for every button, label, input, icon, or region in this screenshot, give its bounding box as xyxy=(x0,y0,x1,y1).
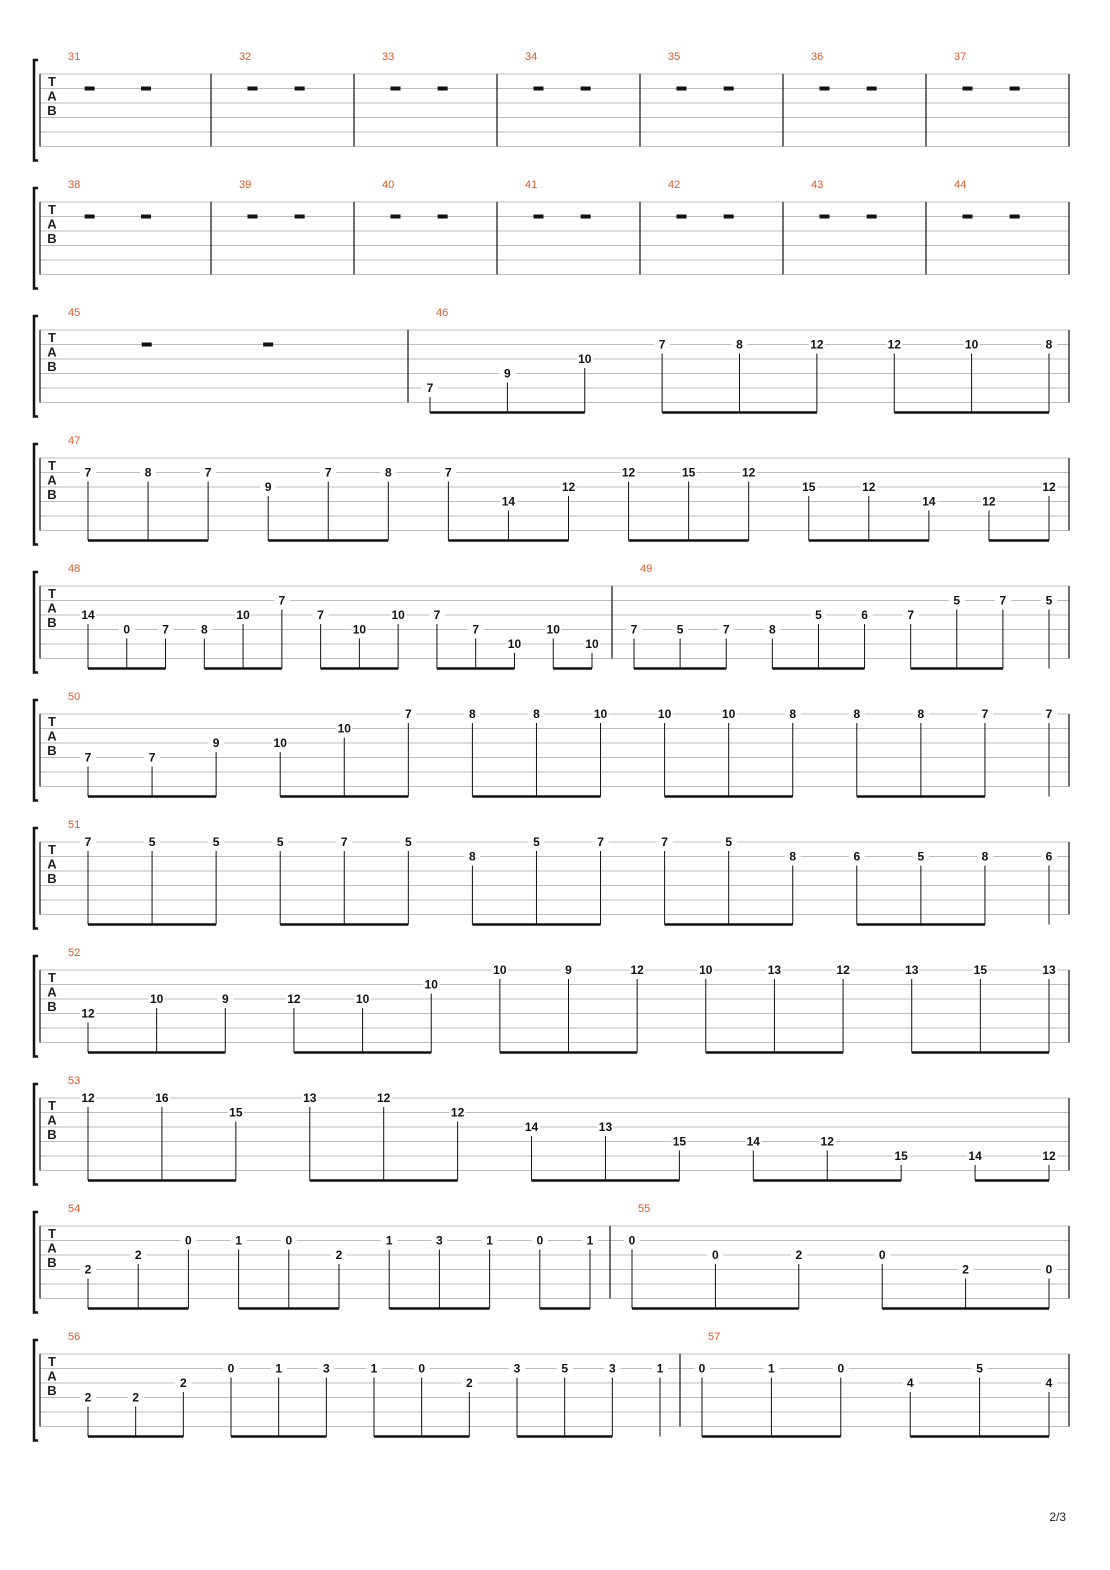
measure xyxy=(668,179,734,219)
fret-number: 10 xyxy=(964,337,979,352)
measure-number: 39 xyxy=(239,179,252,191)
fret-number: 5 xyxy=(1045,593,1053,608)
measure xyxy=(811,179,877,219)
fret-number: 0 xyxy=(712,1248,719,1262)
rest-mark xyxy=(867,215,877,219)
tab-clef-letter: T xyxy=(48,1098,56,1113)
rest-mark xyxy=(962,215,972,219)
staff-system xyxy=(34,1075,1069,1185)
measure xyxy=(68,51,151,91)
fret-number: 0 xyxy=(123,622,131,637)
fret-number: 5 xyxy=(212,835,220,849)
fret-number: 12 xyxy=(836,963,850,977)
fret-number: 8 xyxy=(384,465,392,480)
fret-number: 12 xyxy=(810,337,824,352)
tab-clef-letter: B xyxy=(47,999,57,1014)
fret-number: 0 xyxy=(285,1233,293,1248)
rest-mark xyxy=(247,215,257,219)
measure-number: 55 xyxy=(638,1203,651,1215)
rest-mark xyxy=(141,87,151,91)
staff-system xyxy=(34,691,1069,801)
fret-number: 1 xyxy=(275,1361,283,1376)
fret-number: 7 xyxy=(84,835,92,849)
measure-number: 44 xyxy=(954,179,967,191)
measure-number: 32 xyxy=(239,51,252,63)
measure xyxy=(68,819,1057,925)
fret-number: 7 xyxy=(658,337,666,352)
measure xyxy=(422,307,1057,413)
measure-number: 47 xyxy=(68,435,81,447)
rest-mark xyxy=(142,343,152,347)
rest-mark xyxy=(1010,215,1020,219)
fret-number: 0 xyxy=(418,1361,426,1376)
fret-number: 5 xyxy=(148,835,156,849)
fret-number: 8 xyxy=(853,707,861,721)
fret-number: 10 xyxy=(355,992,370,1006)
system-bracket xyxy=(34,60,38,161)
fret-number: 6 xyxy=(861,608,868,622)
fret-number: 12 xyxy=(1042,1149,1056,1163)
fret-number: 7 xyxy=(404,707,412,721)
measure-number: 38 xyxy=(68,179,81,191)
rest-mark xyxy=(819,215,829,219)
rest-mark xyxy=(438,87,448,91)
tab-clef-letter: T xyxy=(48,458,56,473)
tab-clef-letter: A xyxy=(47,856,57,872)
measure xyxy=(68,435,1057,541)
measure-number: 45 xyxy=(68,307,81,319)
fret-number: 2 xyxy=(795,1248,803,1262)
system-bracket xyxy=(34,1084,38,1185)
measure xyxy=(68,1075,1057,1181)
fret-number: 12 xyxy=(887,337,901,352)
fret-number: 2 xyxy=(84,1262,92,1277)
measure xyxy=(382,179,448,219)
measure-number: 46 xyxy=(436,307,449,319)
measure xyxy=(382,51,448,91)
staff-system xyxy=(34,819,1069,929)
tab-clef-letter: T xyxy=(48,714,56,729)
fret-number: 5 xyxy=(404,835,412,849)
staff-system xyxy=(34,1331,1069,1441)
fret-number: 7 xyxy=(84,750,92,765)
fret-number: 8 xyxy=(917,707,925,721)
fret-number: 14 xyxy=(524,1120,539,1134)
measure xyxy=(525,51,591,91)
staff-system xyxy=(34,947,1069,1057)
fret-number: 0 xyxy=(536,1233,544,1248)
measure-number: 41 xyxy=(525,179,538,191)
fret-number: 4 xyxy=(1045,1376,1053,1390)
measure-number: 37 xyxy=(954,51,967,63)
fret-number: 12 xyxy=(287,992,301,1006)
fret-number: 8 xyxy=(789,849,797,864)
fret-number: 9 xyxy=(504,366,511,381)
fret-number: 10 xyxy=(546,622,560,637)
fret-number: 12 xyxy=(561,480,576,494)
rest-mark xyxy=(867,87,877,91)
tab-clef-letter: A xyxy=(47,1240,57,1256)
measure-number: 56 xyxy=(68,1331,81,1343)
fret-number: 7 xyxy=(630,622,638,637)
fret-number: 2 xyxy=(179,1376,187,1390)
fret-number: 8 xyxy=(981,849,989,864)
fret-number: 8 xyxy=(533,707,540,721)
fret-number: 0 xyxy=(878,1248,886,1262)
measure-number: 48 xyxy=(68,563,81,575)
staff-system xyxy=(34,51,1069,161)
rest-mark xyxy=(581,87,591,91)
fret-number: 15 xyxy=(973,963,988,977)
fret-number: 10 xyxy=(236,608,250,622)
fret-number: 10 xyxy=(507,637,522,651)
tab-clef-letter: A xyxy=(47,344,57,360)
tab-clef-letter: B xyxy=(47,1255,57,1270)
tab-clef-letter: T xyxy=(48,202,56,217)
fret-number: 15 xyxy=(229,1105,243,1120)
tab-clef-letter: T xyxy=(48,74,56,89)
fret-number: 3 xyxy=(436,1233,443,1248)
tab-clef-letter: B xyxy=(47,359,57,374)
measure xyxy=(68,1203,598,1309)
measure xyxy=(626,563,1057,669)
rest-mark xyxy=(295,215,305,219)
system-bracket xyxy=(34,316,38,417)
rest-mark xyxy=(962,87,972,91)
fret-number: 7 xyxy=(317,608,324,622)
fret-number: 12 xyxy=(81,1091,95,1105)
fret-number: 0 xyxy=(628,1233,636,1248)
fret-number: 10 xyxy=(424,977,438,992)
fret-number: 12 xyxy=(742,465,756,480)
tab-clef-letter: B xyxy=(47,615,57,630)
fret-number: 15 xyxy=(894,1149,908,1163)
measure-number: 52 xyxy=(68,947,81,959)
measure-number: 57 xyxy=(708,1331,721,1343)
measure-number: 36 xyxy=(811,51,824,63)
fret-number: 8 xyxy=(144,465,152,480)
tab-clef-letter: T xyxy=(48,1226,56,1241)
fret-number: 1 xyxy=(385,1233,393,1248)
fret-number: 2 xyxy=(84,1390,92,1405)
fret-number: 1 xyxy=(486,1233,493,1248)
fret-number: 7 xyxy=(661,835,668,849)
fret-number: 8 xyxy=(200,622,208,637)
rest-mark xyxy=(141,215,151,219)
fret-number: 5 xyxy=(276,835,284,849)
fret-number: 12 xyxy=(630,963,644,977)
measure-number: 43 xyxy=(811,179,824,191)
fret-number: 9 xyxy=(565,963,572,977)
fret-number: 10 xyxy=(337,721,351,736)
fret-number: 13 xyxy=(767,963,782,977)
staff-system xyxy=(34,179,1069,289)
tab-clef-letter: T xyxy=(48,586,56,601)
fret-number: 1 xyxy=(656,1361,664,1376)
fret-number: 5 xyxy=(676,622,684,637)
system-bracket xyxy=(34,444,38,545)
fret-number: 6 xyxy=(853,849,861,864)
measure-number: 54 xyxy=(68,1203,81,1215)
measure-number: 51 xyxy=(68,819,81,831)
rest-mark xyxy=(438,215,448,219)
fret-number: 14 xyxy=(968,1149,982,1163)
fret-number: 7 xyxy=(433,608,441,622)
rest-mark xyxy=(390,87,400,91)
measure xyxy=(68,563,600,669)
fret-number: 5 xyxy=(815,608,822,622)
measure-number: 42 xyxy=(668,179,681,191)
fret-number: 1 xyxy=(586,1233,594,1248)
fret-number: 5 xyxy=(561,1361,569,1376)
system-bracket xyxy=(34,1340,38,1441)
fret-number: 5 xyxy=(533,835,540,849)
fret-number: 13 xyxy=(303,1091,317,1105)
fret-number: 16 xyxy=(155,1091,169,1105)
tab-clef-letter: B xyxy=(47,1127,57,1142)
measure-number: 33 xyxy=(382,51,395,63)
measure xyxy=(954,51,1020,91)
tab-clef-letter: B xyxy=(47,487,57,502)
fret-number: 7 xyxy=(907,608,915,622)
fret-number: 8 xyxy=(789,707,797,721)
fret-number: 0 xyxy=(185,1233,192,1248)
staff-system xyxy=(34,563,1069,673)
fret-number: 7 xyxy=(1045,707,1053,721)
fret-number: 2 xyxy=(962,1262,969,1277)
fret-number: 12 xyxy=(450,1105,465,1120)
rest-mark xyxy=(295,87,305,91)
fret-number: 7 xyxy=(597,835,604,849)
measure xyxy=(694,1331,1057,1437)
tab-clef-letter: A xyxy=(47,728,57,744)
fret-number: 12 xyxy=(982,494,996,509)
rest-mark xyxy=(724,87,734,91)
fret-number: 8 xyxy=(768,622,776,637)
tab-clef-letter: T xyxy=(48,842,56,857)
tab-clef-letter: B xyxy=(47,103,57,118)
fret-number: 10 xyxy=(585,637,599,651)
fret-number: 0 xyxy=(698,1361,706,1376)
measure xyxy=(239,179,305,219)
fret-number: 13 xyxy=(905,963,919,977)
measure-number: 31 xyxy=(68,51,81,63)
system-bracket xyxy=(34,700,38,801)
fret-number: 5 xyxy=(953,593,961,608)
tab-clef-letter: T xyxy=(48,1354,56,1369)
fret-number: 1 xyxy=(370,1361,378,1376)
tab-clef-letter: A xyxy=(47,1112,57,1128)
fret-number: 6 xyxy=(1045,849,1053,864)
rest-mark xyxy=(390,215,400,219)
tab-clef-letter: A xyxy=(47,472,57,488)
fret-number: 12 xyxy=(1042,480,1056,494)
fret-number: 15 xyxy=(802,480,816,494)
measure-number: 53 xyxy=(68,1075,81,1087)
fret-number: 1 xyxy=(235,1233,242,1248)
tab-clef-letter: A xyxy=(47,216,57,232)
fret-number: 7 xyxy=(162,622,169,637)
tab-clef-letter: A xyxy=(47,1368,57,1384)
measure-number: 50 xyxy=(68,691,81,703)
tab-clef-letter: B xyxy=(47,871,57,886)
fret-number: 8 xyxy=(469,707,476,721)
fret-number: 5 xyxy=(917,849,925,864)
measure xyxy=(239,51,305,91)
rest-mark xyxy=(676,215,686,219)
measure-number: 40 xyxy=(382,179,395,191)
measure-number: 49 xyxy=(640,563,653,575)
fret-number: 13 xyxy=(1042,963,1056,977)
fret-number: 8 xyxy=(469,849,476,864)
measure-number: 34 xyxy=(525,51,538,63)
page-number: 2/3 xyxy=(1049,1510,1066,1524)
tab-clef-letter: T xyxy=(48,970,56,985)
fret-number: 7 xyxy=(340,835,348,849)
measure xyxy=(68,691,1057,797)
rest-mark xyxy=(533,215,543,219)
fret-number: 7 xyxy=(148,750,156,765)
fret-number: 14 xyxy=(746,1134,760,1149)
fret-number: 15 xyxy=(672,1134,687,1149)
tab-clef-letter: T xyxy=(48,330,56,345)
fret-number: 0 xyxy=(837,1361,845,1376)
rest-mark xyxy=(724,215,734,219)
measure xyxy=(68,179,151,219)
measure xyxy=(68,1331,668,1437)
fret-number: 8 xyxy=(1045,337,1053,352)
tab-clef-letter: B xyxy=(47,743,57,758)
fret-number: 7 xyxy=(999,593,1007,608)
system-bracket xyxy=(34,188,38,289)
tab-clef-letter: B xyxy=(47,231,57,246)
fret-number: 10 xyxy=(149,992,164,1006)
staff-system xyxy=(34,1203,1069,1313)
fret-number: 10 xyxy=(699,963,713,977)
fret-number: 10 xyxy=(721,707,736,721)
tab-clef-letter: A xyxy=(47,600,57,616)
tab-clef-letter: A xyxy=(47,88,57,104)
measure xyxy=(668,51,734,91)
fret-number: 9 xyxy=(264,480,272,494)
staff-system xyxy=(34,307,1069,417)
staff-system xyxy=(34,435,1069,545)
fret-number: 7 xyxy=(722,622,730,637)
fret-number: 10 xyxy=(273,736,287,750)
measure xyxy=(68,307,273,347)
measure xyxy=(525,179,591,219)
rest-mark xyxy=(676,87,686,91)
fret-number: 7 xyxy=(84,465,92,480)
rest-mark xyxy=(85,87,95,91)
fret-number: 14 xyxy=(501,494,516,509)
fret-number: 3 xyxy=(513,1361,521,1376)
measure-number: 35 xyxy=(668,51,681,63)
fret-number: 7 xyxy=(445,465,452,480)
fret-number: 4 xyxy=(906,1376,914,1390)
measure xyxy=(624,1203,1057,1309)
fret-number: 8 xyxy=(736,337,743,352)
fret-number: 5 xyxy=(976,1361,983,1376)
fret-number: 7 xyxy=(472,622,480,637)
fret-number: 10 xyxy=(493,963,507,977)
fret-number: 9 xyxy=(221,992,229,1006)
fret-number: 12 xyxy=(862,480,876,494)
fret-number: 7 xyxy=(278,593,286,608)
measure xyxy=(68,947,1057,1053)
tab-clef-letter: B xyxy=(47,1383,57,1398)
fret-number: 2 xyxy=(335,1248,343,1262)
fret-number: 12 xyxy=(81,1006,95,1021)
fret-number: 2 xyxy=(132,1390,140,1405)
system-bracket xyxy=(34,956,38,1057)
rest-mark xyxy=(1010,87,1020,91)
fret-number: 14 xyxy=(922,494,936,509)
fret-number: 10 xyxy=(352,622,367,637)
fret-number: 15 xyxy=(681,465,696,480)
measure xyxy=(954,179,1020,219)
fret-number: 10 xyxy=(593,707,608,721)
fret-number: 12 xyxy=(377,1091,391,1105)
fret-number: 0 xyxy=(1045,1262,1053,1277)
fret-number: 14 xyxy=(81,608,95,622)
fret-number: 1 xyxy=(768,1361,775,1376)
fret-number: 3 xyxy=(608,1361,616,1376)
rest-mark xyxy=(247,87,257,91)
fret-number: 12 xyxy=(820,1134,834,1149)
fret-number: 5 xyxy=(725,835,733,849)
rest-mark xyxy=(819,87,829,91)
fret-number: 10 xyxy=(657,707,672,721)
system-bracket xyxy=(34,828,38,929)
fret-number: 13 xyxy=(598,1120,613,1134)
rest-mark xyxy=(533,87,543,91)
measure xyxy=(811,51,877,91)
fret-number: 7 xyxy=(324,465,332,480)
system-bracket xyxy=(34,572,38,673)
tab-clef-letter: A xyxy=(47,984,57,1000)
fret-number: 7 xyxy=(204,465,212,480)
rest-mark xyxy=(85,215,95,219)
fret-number: 3 xyxy=(322,1361,330,1376)
fret-number: 2 xyxy=(134,1248,142,1262)
fret-number: 2 xyxy=(465,1376,473,1390)
fret-number: 12 xyxy=(621,465,636,480)
fret-number: 10 xyxy=(391,608,405,622)
rest-mark xyxy=(581,215,591,219)
fret-number: 9 xyxy=(212,736,220,750)
rest-mark xyxy=(263,343,273,347)
fret-number: 7 xyxy=(426,381,434,395)
fret-number: 0 xyxy=(227,1361,235,1376)
fret-number: 7 xyxy=(981,707,989,721)
system-bracket xyxy=(34,1212,38,1313)
fret-number: 10 xyxy=(578,352,592,366)
